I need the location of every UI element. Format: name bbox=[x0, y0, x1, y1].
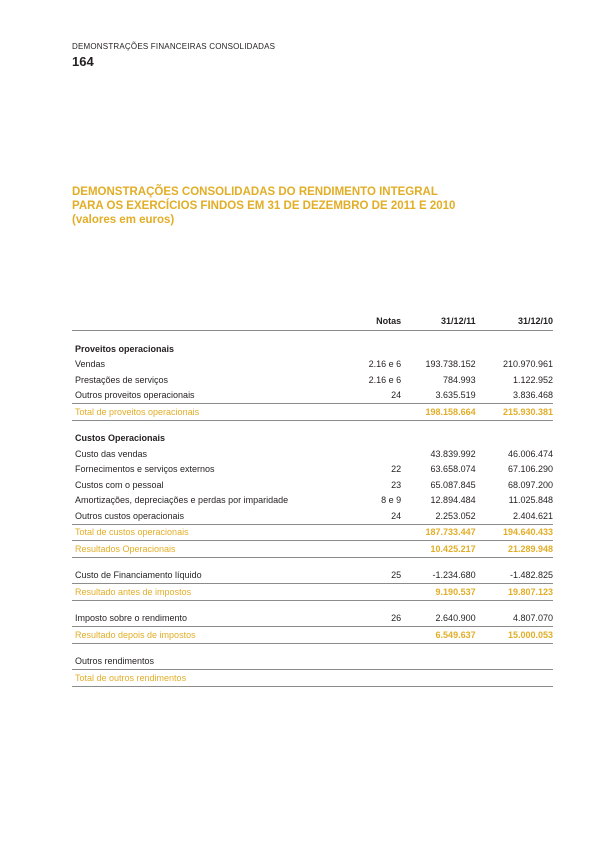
total-row bbox=[72, 524, 553, 541]
row-value-2011: 10.425.217 bbox=[401, 541, 475, 558]
row-label: Fornecimentos e serviços externos bbox=[75, 464, 215, 475]
row-value-2011: 784.993 bbox=[443, 374, 476, 385]
row-value-2010: 21.289.948 bbox=[476, 541, 553, 558]
row-label: Custo das vendas bbox=[75, 448, 148, 459]
row-value-2011 bbox=[401, 654, 475, 670]
total-row bbox=[72, 541, 553, 558]
table-body bbox=[72, 331, 553, 687]
row-notes bbox=[342, 670, 401, 687]
table-row bbox=[72, 508, 553, 524]
row-label: Outros proveitos operacionais bbox=[75, 390, 195, 401]
page-number: 164 bbox=[72, 54, 94, 69]
table-row bbox=[72, 477, 553, 493]
table-row bbox=[72, 357, 553, 373]
row-value-2011: 6.549.637 bbox=[401, 627, 475, 644]
row-label: Resultado depois de impostos bbox=[72, 627, 342, 644]
row-value-2010: 215.930.381 bbox=[476, 404, 553, 421]
table-row bbox=[72, 372, 553, 388]
row-value-2010: 4.807.070 bbox=[512, 613, 553, 624]
row-value-2010: 11.025.848 bbox=[508, 495, 553, 506]
column-header-2010: 31/12/10 bbox=[476, 312, 553, 331]
row-label: Resultado antes de impostos bbox=[72, 584, 342, 601]
row-label: Outros rendimentos bbox=[75, 656, 155, 667]
row-value-2011 bbox=[401, 670, 475, 687]
table-header-row bbox=[72, 312, 553, 331]
table-row bbox=[72, 568, 553, 584]
statement-title bbox=[72, 185, 532, 227]
row-value-2011 bbox=[401, 431, 475, 447]
row-value-2010: -1.482.825 bbox=[509, 570, 553, 581]
row-value-2010: 67.106.290 bbox=[507, 464, 553, 475]
section-heading-row bbox=[72, 431, 553, 447]
row-notes: 22 bbox=[391, 464, 402, 475]
running-header: DEMONSTRAÇÕES FINANCEIRAS CONSOLIDADAS bbox=[72, 42, 276, 51]
row-notes: 23 bbox=[391, 479, 402, 490]
row-value-2011: 187.733.447 bbox=[401, 524, 475, 541]
section-heading-row bbox=[72, 341, 553, 357]
row-label: Outros custos operacionais bbox=[75, 510, 185, 521]
row-value-2011: 12.894.484 bbox=[430, 495, 476, 506]
row-notes bbox=[342, 584, 401, 601]
total-row bbox=[72, 404, 553, 421]
table-spacer bbox=[72, 643, 553, 654]
row-value-2011: 63.658.074 bbox=[430, 464, 476, 475]
total-row bbox=[72, 584, 553, 601]
row-value-2010: 3.836.468 bbox=[512, 390, 553, 401]
row-notes: 24 bbox=[391, 510, 402, 521]
row-label: Amortizações, depreciações e perdas por imparidade bbox=[75, 495, 289, 506]
table-spacer bbox=[72, 331, 553, 342]
title-line-1: DEMONSTRAÇÕES CONSOLIDADAS DO RENDIMENTO INTEGRAL bbox=[72, 186, 438, 198]
table-row bbox=[72, 462, 553, 478]
table-row bbox=[72, 388, 553, 404]
row-label: Prestações de serviços bbox=[75, 374, 169, 385]
column-header-notes: Notas bbox=[342, 312, 401, 331]
row-value-2010: 2.404.621 bbox=[512, 510, 553, 521]
table-spacer bbox=[72, 420, 553, 431]
income-statement-table bbox=[72, 312, 553, 687]
table-row bbox=[72, 446, 553, 462]
row-value-2011: 198.158.664 bbox=[401, 404, 475, 421]
row-value-2010 bbox=[476, 670, 553, 687]
column-header-label bbox=[72, 312, 342, 331]
row-value-2010 bbox=[476, 654, 553, 670]
total-row bbox=[72, 670, 553, 687]
row-value-2010: 210.970.961 bbox=[502, 359, 553, 370]
row-notes bbox=[342, 524, 401, 541]
row-value-2011: 9.190.537 bbox=[401, 584, 475, 601]
row-value-2010: 194.640.433 bbox=[476, 524, 553, 541]
title-line-3: (valores em euros) bbox=[72, 214, 175, 226]
row-value-2010 bbox=[476, 341, 553, 357]
row-value-2011: 65.087.845 bbox=[430, 479, 476, 490]
total-row bbox=[72, 627, 553, 644]
row-label: Vendas bbox=[75, 359, 106, 370]
row-value-2010: 68.097.200 bbox=[507, 479, 553, 490]
row-notes: 24 bbox=[391, 390, 402, 401]
row-label: Proveitos operacionais bbox=[75, 343, 175, 354]
row-value-2010: 15.000.053 bbox=[476, 627, 553, 644]
row-notes bbox=[342, 541, 401, 558]
row-label: Custos Operacionais bbox=[75, 433, 166, 444]
row-notes bbox=[342, 431, 401, 447]
table-row bbox=[72, 654, 553, 670]
row-notes: 2.16 e 6 bbox=[368, 359, 402, 370]
row-value-2011: 3.635.519 bbox=[435, 390, 476, 401]
row-value-2011: 43.839.992 bbox=[430, 448, 476, 459]
table-row bbox=[72, 493, 553, 509]
row-notes: 2.16 e 6 bbox=[368, 374, 402, 385]
column-header-2011: 31/12/11 bbox=[401, 312, 475, 331]
row-notes bbox=[342, 446, 401, 462]
row-label: Total de custos operacionais bbox=[72, 524, 342, 541]
table-spacer bbox=[72, 600, 553, 611]
row-value-2011: 2.640.900 bbox=[435, 613, 476, 624]
row-value-2010: 1.122.952 bbox=[512, 374, 553, 385]
row-value-2010: 46.006.474 bbox=[507, 448, 553, 459]
row-label: Resultados Operacionais bbox=[72, 541, 342, 558]
row-notes bbox=[342, 341, 401, 357]
row-label: Total de outros rendimentos bbox=[72, 670, 342, 687]
row-value-2011 bbox=[401, 341, 475, 357]
table-spacer bbox=[72, 557, 553, 568]
row-notes bbox=[342, 654, 401, 670]
row-label: Imposto sobre o rendimento bbox=[75, 613, 188, 624]
row-value-2011: -1.234.680 bbox=[432, 570, 476, 581]
table-row bbox=[72, 611, 553, 627]
row-label: Custos com o pessoal bbox=[75, 479, 164, 490]
row-value-2011: 2.253.052 bbox=[435, 510, 476, 521]
row-label: Total de proveitos operacionais bbox=[72, 404, 342, 421]
row-notes bbox=[342, 404, 401, 421]
row-notes: 26 bbox=[391, 613, 402, 624]
title-line-2: PARA OS EXERCÍCIOS FINDOS EM 31 DE DEZEMBRO DE 2011 E 2010 bbox=[72, 200, 456, 212]
row-value-2010: 19.807.123 bbox=[476, 584, 553, 601]
row-notes bbox=[342, 627, 401, 644]
row-value-2011: 193.738.152 bbox=[425, 359, 476, 370]
row-notes: 25 bbox=[391, 570, 402, 581]
row-label: Custo de Financiamento líquido bbox=[75, 570, 202, 581]
row-value-2010 bbox=[476, 431, 553, 447]
row-notes: 8 e 9 bbox=[381, 495, 402, 506]
